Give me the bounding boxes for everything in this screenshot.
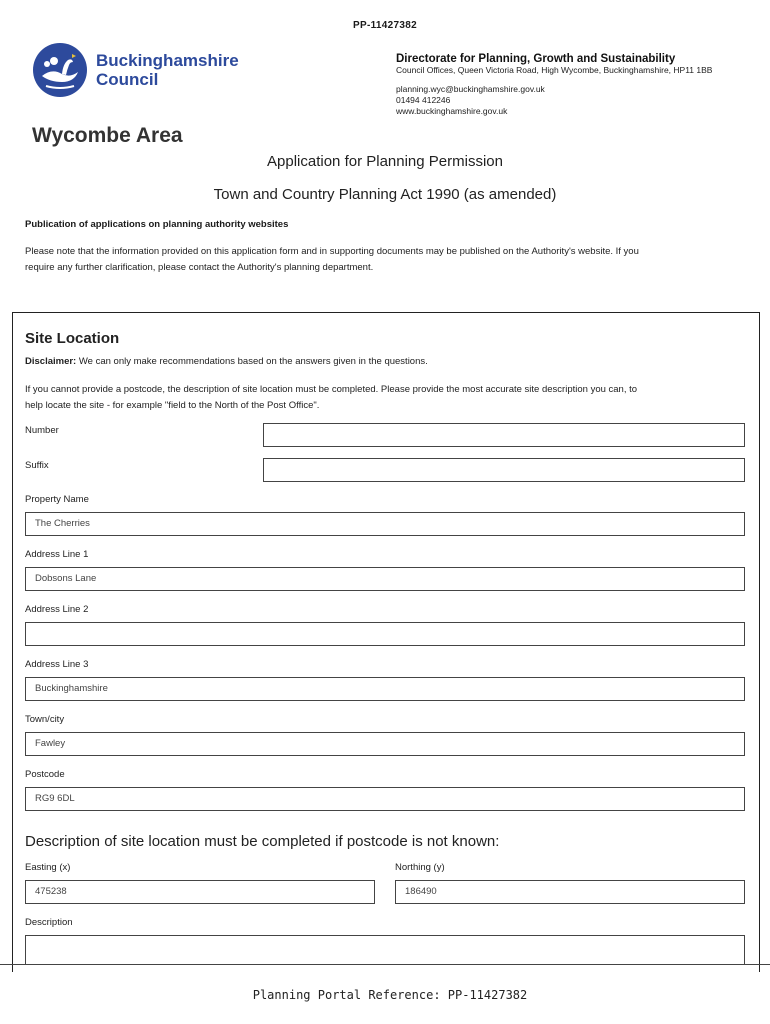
page-divider [0, 964, 770, 965]
logo-text-line1: Buckinghamshire [96, 51, 239, 70]
property-name-field[interactable]: The Cherries [25, 512, 745, 536]
site-location-heading: Site Location [25, 330, 120, 347]
disclaimer-text: We can only make recommendations based on the answers given in the questions. [76, 356, 428, 367]
area-title: Wycombe Area [32, 124, 183, 147]
address-line-1-field[interactable]: Dobsons Lane [25, 567, 745, 591]
info-line-2: help locate the site - for example "field to the North of the Post Office". [25, 400, 320, 411]
number-label: Number [25, 425, 59, 436]
property-name-label: Property Name [25, 494, 89, 505]
reference-number-top: PP-11427382 [353, 20, 417, 31]
swan-emblem-icon [32, 42, 88, 98]
directorate-title: Directorate for Planning, Growth and Sustainability [396, 53, 676, 65]
info-line-1: If you cannot provide a postcode, the description of site location must be completed. Please provide the most accurate site description you can, to [25, 384, 638, 395]
directorate-address: Council Offices, Queen Victoria Road, High Wycombe, Buckinghamshire, HP11 1BB [396, 65, 713, 75]
application-title: Application for Planning Permission [267, 153, 503, 170]
address-line-3-field[interactable]: Buckinghamshire [25, 677, 745, 701]
suffix-label: Suffix [25, 460, 49, 471]
northing-field[interactable]: 186490 [395, 880, 745, 904]
address-line-2-label: Address Line 2 [25, 604, 89, 615]
directorate-contact-block [396, 53, 766, 117]
directorate-email: planning.wyc@buckinghamshire.gov.uk [396, 84, 545, 94]
address-line-3-label: Address Line 3 [25, 659, 89, 670]
address-line-2-field[interactable] [25, 622, 745, 646]
site-location-info [25, 382, 745, 414]
directorate-phone: 01494 412246 [396, 95, 451, 105]
logo-text-line2: Council [96, 70, 159, 89]
description-field[interactable] [25, 935, 745, 965]
publication-notice [25, 244, 745, 276]
postcode-field[interactable]: RG9 6DL [25, 787, 745, 811]
number-field[interactable] [263, 423, 745, 447]
publication-line-2: require any further clarification, please contact the Authority's planning department. [25, 262, 374, 273]
publication-line-1: Please note that the information provided on this application form and in supporting documents may be published on the Authority's website. If you [25, 246, 639, 257]
postcode-label: Postcode [25, 769, 65, 780]
address-line-1-label: Address Line 1 [25, 549, 89, 560]
council-logo [32, 42, 239, 98]
description-label: Description [25, 917, 73, 928]
directorate-website: www.buckinghamshire.gov.uk [396, 106, 508, 116]
town-label: Town/city [25, 714, 65, 725]
disclaimer [25, 356, 428, 367]
description-heading: Description of site location must be completed if postcode is not known: [25, 833, 500, 850]
disclaimer-label: Disclaimer: [25, 356, 77, 367]
act-title: Town and Country Planning Act 1990 (as amended) [213, 186, 557, 203]
easting-label: Easting (x) [25, 862, 71, 873]
easting-field[interactable]: 475238 [25, 880, 375, 904]
northing-label: Northing (y) [395, 862, 445, 873]
suffix-field[interactable] [263, 458, 745, 482]
publication-heading: Publication of applications on planning authority websites [25, 219, 289, 230]
footer-reference: Planning Portal Reference: PP-11427382 [252, 988, 528, 1002]
town-field[interactable]: Fawley [25, 732, 745, 756]
